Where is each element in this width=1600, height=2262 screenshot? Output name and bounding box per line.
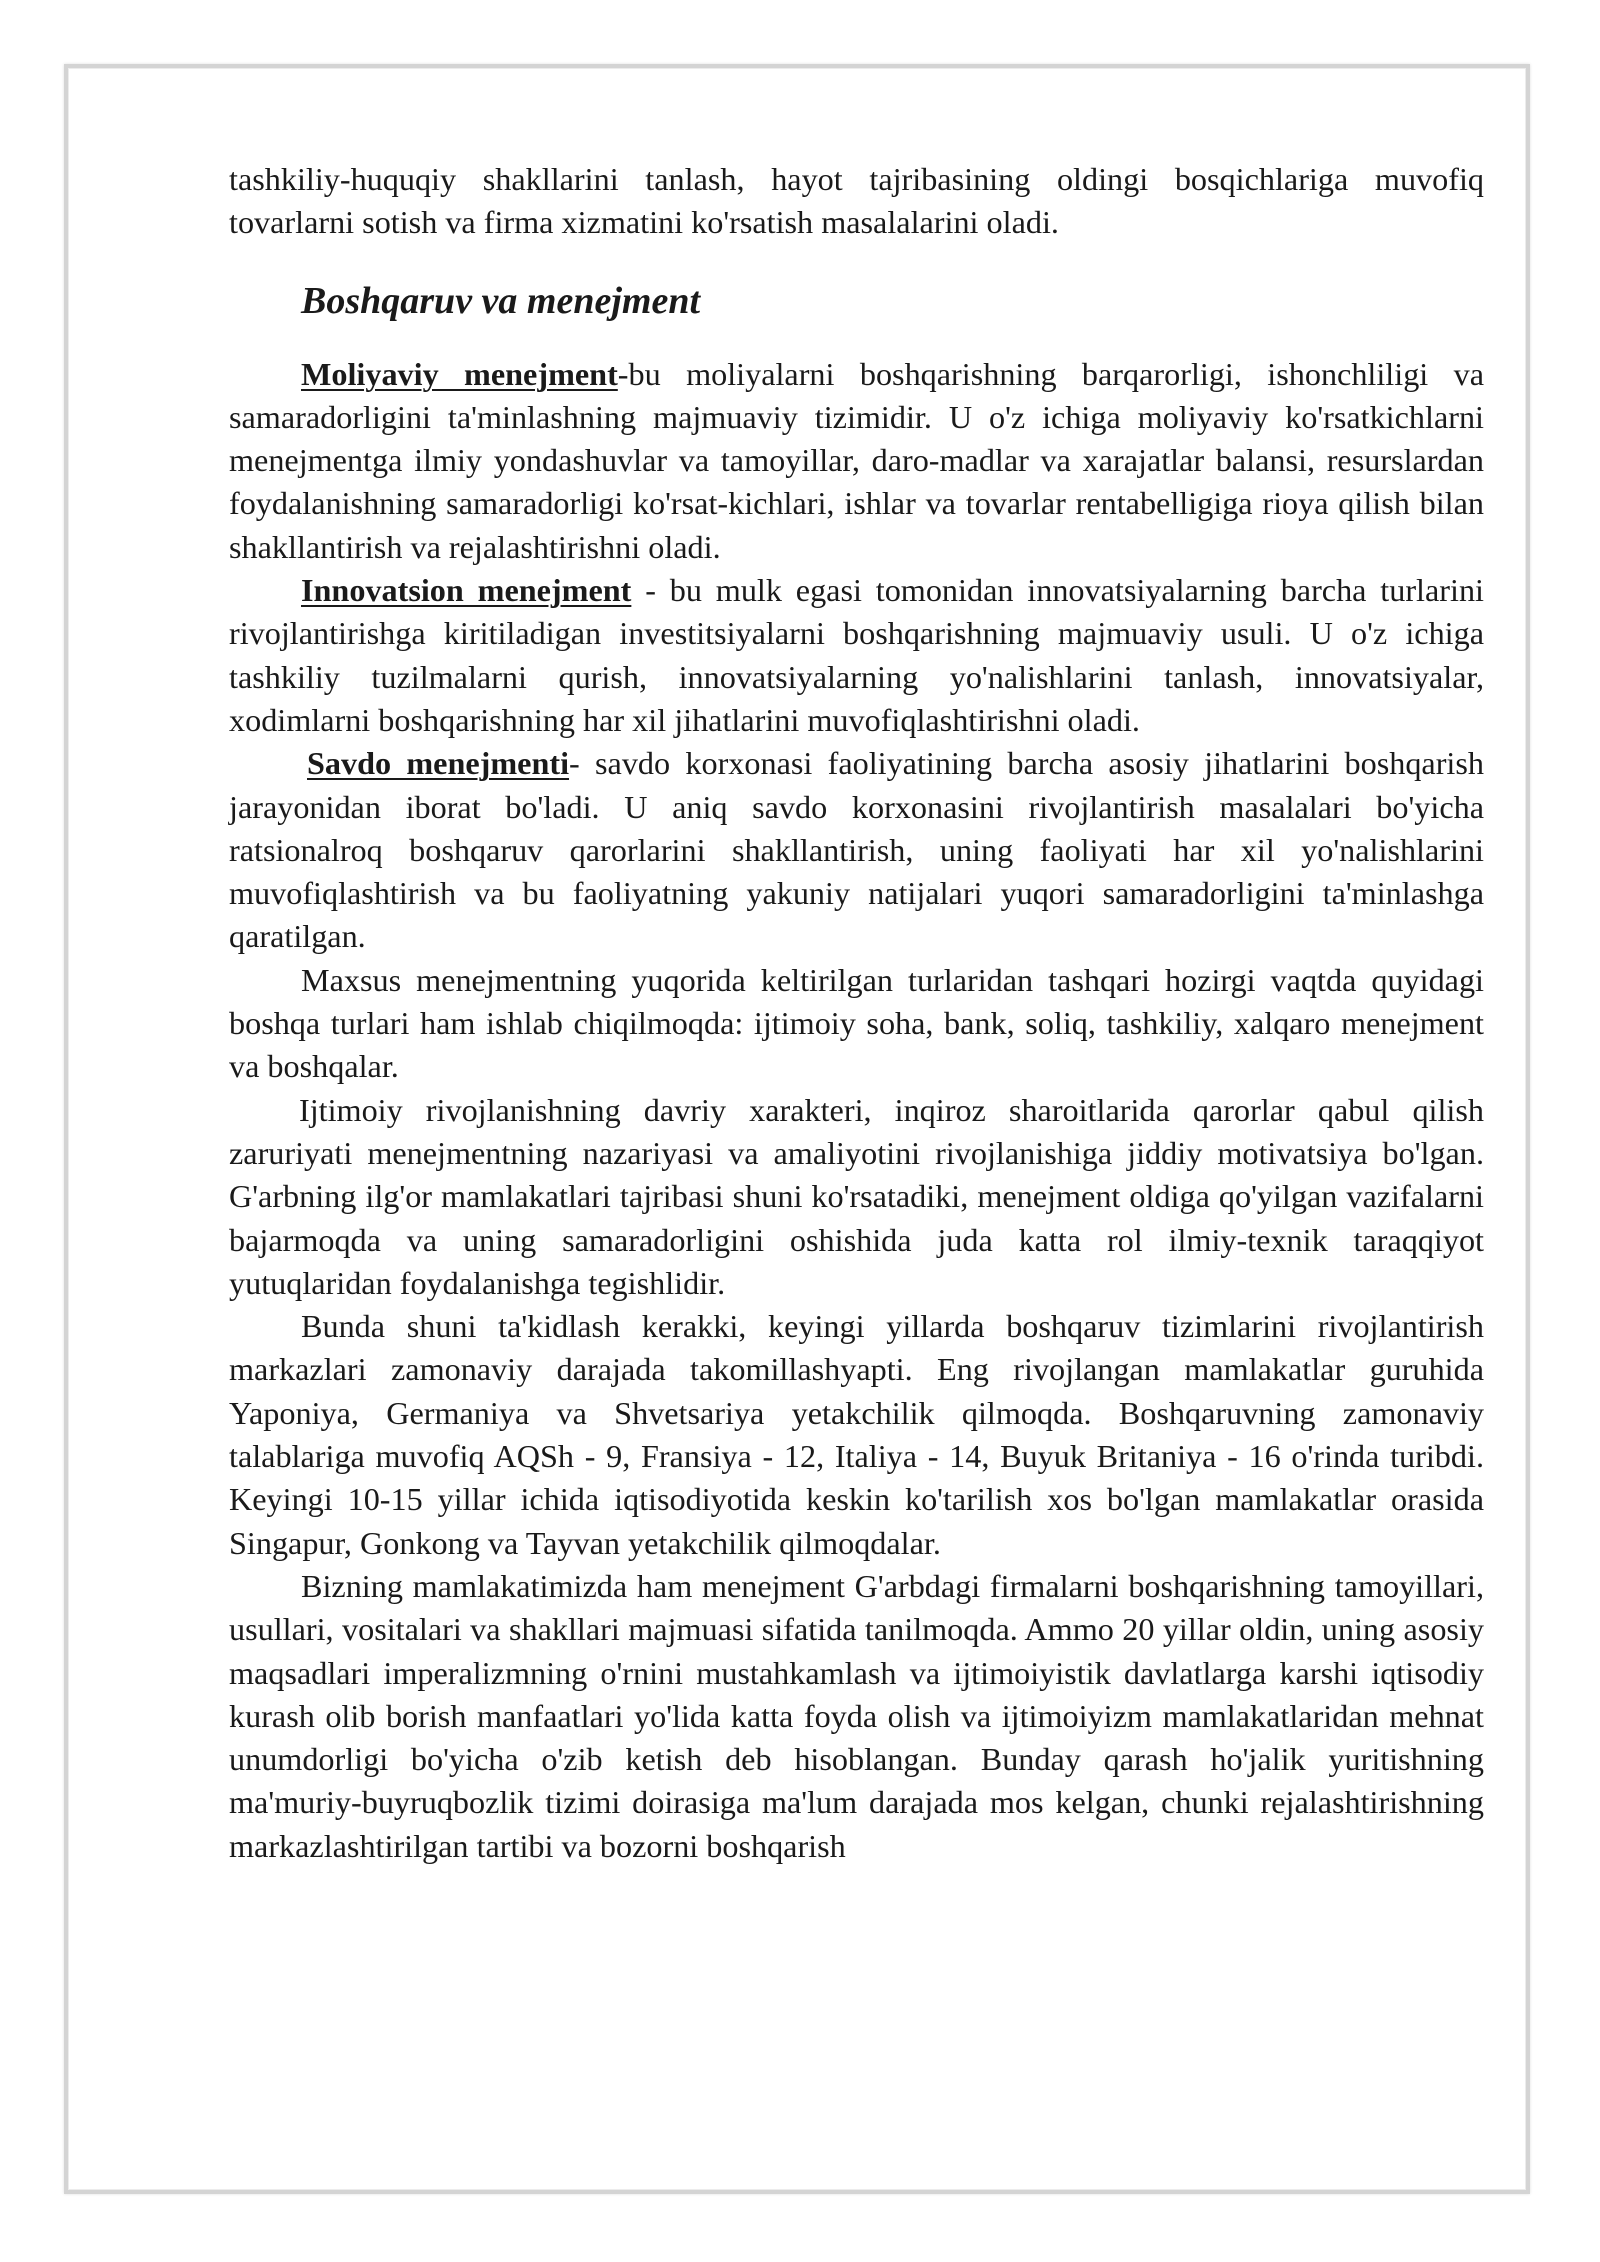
body-paragraph: Bizning mamlakatimizda ham menejment G'arbdagi firmalarni boshqarishning tamoyillari, usullari, vositalari va shakllari majmuasi sifatida tanilmoqda. Ammo 20 yillar oldin, uning asosiy maqsadlari imperalizmning o'rnini mustahkamlash va ijtimoiyistik davlatlarga karshi iqtisodiy kurash olib borish manfaatlari yo'lida katta foyda olish va ijtimoiyizm mamlakatlaridan mehnat unumdorligi bo'yicha o'zib ketish deb hisoblangan. Bunday qarash ho'jalik yuritishning ma'muriy-buyruqbozlik tizimi doirasiga ma'lum darajada mos kelgan, chunki rejalashtirishning markazlashtirilgan tartibi va bozorni boshqarish — [229, 1567, 1484, 1864]
term-innovation-management: Innovatsion menejment — [301, 572, 632, 609]
term-trade-management: Savdo menejmenti — [307, 745, 570, 782]
definition-text: -bu moliyalarni boshqarishning barqarorligi, ishonchliligi va samaradorligini ta'minlashning majmuaviy tizimidir. U o'z ichiga moliyaviy ko'rsatkichlarni menejmentga ilmiy yondashuvlar va tamoyillar, daro-madlar va xarajatlar balansi, resurslardan foydalanishning samaradorligi ko'rsat-kichlari, ishlar va tovarlar rentabelligiga rioya qilish bilan shakllantirish va rejalashtirishni oladi. — [229, 355, 1484, 565]
document-body — [229, 158, 1484, 1868]
definition-trade-management — [229, 742, 1484, 958]
definition-financial-management — [229, 353, 1484, 569]
body-paragraph: Bunda shuni ta'kidlash kerakki, keyingi yillarda boshqaruv tizimlarini rivojlantirish markazlari zamonaviy darajada takomillashyapti. Eng rivojlangan mamlakatlar guruhida Yaponiya, Germaniya va Shvetsariya yetakchilik qilmoqda. Boshqaruvning zamonaviy talablariga muvofiq AQSh - 9, Fransiya - 12, Italiya - 14, Buyuk Britaniya - 16 o'rinda turibdi. Keyingi 10-15 yillar ichida iqtisodiyotida keskin ko'tarilish xos bo'lgan mamlakatlar orasida Singapur, Gonkong va Tayvan yetakchilik qilmoqdalar. — [229, 1308, 1484, 1561]
definition-text: - bu mulk egasi tomonidan innovatsiyalarning barcha turlarini rivojlantirishga kiritiladigan investitsiyalarni boshqarishning majmuaviy usuli. U o'z ichiga tashkiliy tuzilmalarni qurish, innovatsiyalarning yo'nalishlarini tanlash, innovatsiyalar, xodimlarni boshqarishning har xil jihatlarini muvofiqlashtirishni oladi. — [229, 572, 1484, 738]
paragraph-continuation: tashkiliy-huquqiy shakllarini tanlash, hayot tajribasining oldingi bosqichlariga muvofiq tovarlarni sotish va firma xizmatini ko'rsatish masalalarini oladi. — [229, 161, 1484, 241]
section-heading: Boshqaruv va menejment — [301, 279, 701, 322]
term-financial-management: Moliyaviy menejment — [301, 355, 618, 392]
definition-innovation-management — [229, 569, 1484, 742]
body-paragraph: Maxsus menejmentning yuqorida keltirilgan turlaridan tashqari hozirgi vaqtda quyidagi boshqa turlari ham ishlab chiqilmoqda: ijtimoiy soha, bank, soliq, tashkiliy, xalqaro menejment va boshqalar. — [229, 961, 1484, 1085]
body-paragraph: Ijtimoiy rivojlanishning davriy xarakteri, inqiroz sharoitlarida qarorlar qabul qilish zaruriyati menejmentning nazariyasi va amaliyotini rivojlanishiga jiddiy motivatsiya bo'lgan. G'arbning ilg'or mamlakatlari tajribasi shuni ko'rsatadiki, menejment oldiga qo'yilgan vazifalarni bajarmoqda va uning samaradorligini oshishida juda katta rol ilmiy-texnik taraqqiyot yutuqlaridan foydalanishga tegishlidir. — [229, 1091, 1484, 1301]
definition-text: - savdo korxonasi faoliyatining barcha asosiy jihatlarini boshqarish jarayonidan iborat bo'ladi. U aniq savdo korxonasini rivojlantirish masalalari bo'yicha ratsionalroq boshqaruv qarorlarini shakllantirish, uning faoliyati har xil yo'nalishlarini muvofiqlashtirish va bu faoliyatning yakuniy natijalari yuqori samaradorligini ta'minlashga qaratilgan. — [229, 745, 1484, 955]
